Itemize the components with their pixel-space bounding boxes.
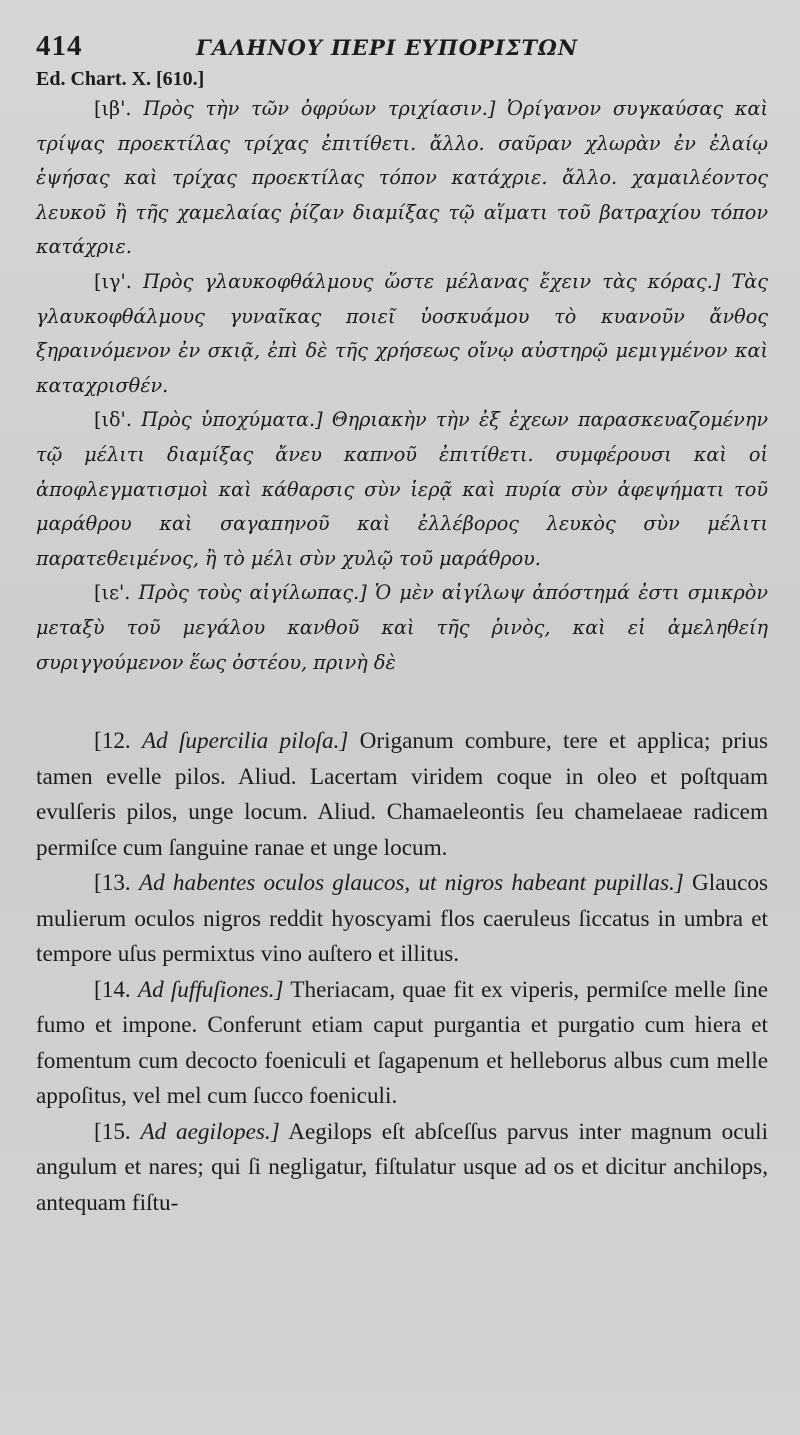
section-body: Aegilops eſt abſceſſus parvus inter magnum oculi angulum et nares; qui ſi negligatur, fiſtulatur usque ad os et dicitur anchilops, antequam fiſtu- bbox=[36, 1118, 769, 1216]
latin-paragraph-13 bbox=[36, 866, 768, 973]
section-heading: Πρὸς τὴν τῶν ὀφρύων τριχίασιν.] bbox=[143, 97, 496, 120]
greek-paragraph-12 bbox=[36, 92, 768, 265]
section-label: [ιβ'. bbox=[94, 97, 132, 120]
section-heading: Ad habentes oculos glaucos, ut nigros habeant pupillas.] bbox=[138, 870, 684, 897]
edition-note: Ed. Chart. X. [610.] bbox=[36, 68, 205, 90]
section-body: Ὀρίγανον συγκαύσας καὶ τρίψας προεκτίλας τρίχας ἐπιτίθετι. ἄλλο. σαῦραν χλωρὰν ἐν ἐλαίῳ ἑψήσας καὶ τρίχας προεκτίλας τόπον κατάχριε. ἄλλο. χαμαιλέοντος λευκοῦ ἢ τῆς χαμελαίας ῥίζαν διαμίξας τῷ αἵματι τοῦ βατραχίου τόπον κατάχριε. bbox=[36, 97, 768, 259]
latin-text-block bbox=[36, 724, 768, 1221]
greek-text-block bbox=[36, 92, 768, 680]
section-heading: Ad aegilopes.] bbox=[140, 1118, 280, 1145]
section-body: Ὁ μὲν αἰγίλωψ ἀπόστημά ἐστι σμικρὸν μεταξὺ τοῦ μεγάλου κανθοῦ καὶ τῆς ῥινὸς, καὶ εἰ ἀμεληθείη συριγγούμενον ἕως ὀστέου, πρινὴ δὲ bbox=[36, 581, 768, 674]
section-body: Θηριακὴν τὴν ἐξ ἐχεων παρασκευαζομένην τῷ μέλιτι διαμίξας ἄνευ καπνοῦ ἐπιτίθετι. συμφέρουσι καὶ οἱ ἀποφλεγματισμοὶ καὶ κάθαρσις σὺν ἱερᾷ καὶ πυρία σὺν ἀφεψήματι τοῦ μαράθρου καὶ σαγαπηνοῦ καὶ ἐλλέβορος λευκὸς σὺν μέλιτι παρατεθειμένος, ἢ τὸ μέλι σὺν χυλῷ τοῦ μαράθρου. bbox=[36, 408, 768, 570]
latin-paragraph-15 bbox=[36, 1115, 768, 1222]
section-label: [ιε'. bbox=[94, 581, 131, 605]
section-heading: Πρὸς τοὺς αἰγίλωπας.] bbox=[138, 581, 367, 605]
section-label: [ιδ'. bbox=[94, 408, 132, 432]
greek-paragraph-14 bbox=[36, 403, 768, 576]
running-title: ΓΑΛΗΝΟΥ ΠΕΡΙ ΕΥΠΟΡΙΣΤΩΝ bbox=[196, 35, 579, 60]
section-body: Glaucos mulierum oculos nigros reddit hyoscyami flos caeruleus ſiccatus in umbra et tempore uſus permixtus vino auſtero et illitus. bbox=[36, 870, 768, 968]
section-heading: Ad ſuffuſiones.] bbox=[137, 976, 284, 1003]
section-label: [13. bbox=[94, 870, 131, 897]
latin-paragraph-12 bbox=[36, 724, 768, 866]
section-body: Origanum combure, tere et applica; prius tamen evelle pilos. Aliud. Lacertam viridem coque in oleo et poſtquam evulſeris pilos, unge locum. Aliud. Chamaeleontis ſeu chamelaeae radicem permiſce cum ſanguine ranae et unge locum. bbox=[36, 728, 768, 861]
section-body: Theriacam, quae fit ex viperis, permiſce melle ſine fumo et impone. Conferunt etiam caput purgantia et purgatio cum hiera et fomentum cum decocto foeniculi et ſagapenum et helleborus albus cum melle appoſitus, vel mel cum ſucco foeniculi. bbox=[36, 976, 769, 1110]
running-head bbox=[36, 30, 768, 66]
section-heading: Ad ſupercilia piloſa.] bbox=[141, 728, 349, 755]
section-label: [12. bbox=[94, 728, 131, 755]
section-body: Τὰς γλαυκοφθάλμους γυναῖκας ποιεῖ ὑοσκυάμου τὸ κυανοῦν ἄνθος ξηραινόμενον ἐν σκιᾷ, ἐπὶ δὲ τῆς χρήσεως οἴνῳ αὐστηρῷ μεμιγμένον καὶ καταχρισθέν. bbox=[36, 269, 768, 397]
section-label: [14. bbox=[94, 976, 131, 1003]
section-label: [ιγ'. bbox=[94, 269, 132, 293]
section-heading: Πρὸς γλαυκοφθάλμους ὥστε μέλανας ἔχειν τὰς κόρας.] bbox=[143, 269, 721, 293]
section-label: [15. bbox=[94, 1118, 131, 1145]
greek-paragraph-13 bbox=[36, 265, 768, 403]
page-number: 414 bbox=[36, 30, 83, 62]
latin-paragraph-14 bbox=[36, 973, 768, 1115]
section-heading: Πρὸς ὑποχύματα.] bbox=[141, 408, 323, 432]
greek-paragraph-15 bbox=[36, 576, 768, 680]
